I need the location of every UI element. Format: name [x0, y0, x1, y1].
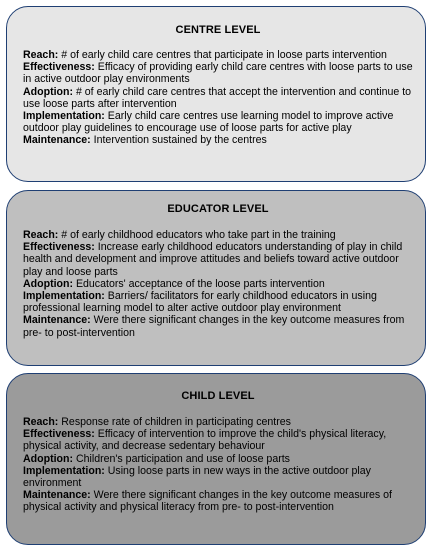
row-label: Implementation:: [23, 290, 105, 303]
row-text: Were there significant changes in the key outcome measures of physical activity and physical literacy from pre- to post-intervention: [23, 489, 392, 514]
centre-effectiveness-row: [23, 61, 413, 85]
child-effectiveness-row: [23, 428, 413, 452]
educator-level-title: EDUCATOR LEVEL: [167, 203, 269, 215]
row-text: Increase early childhood educators understanding of play in child health and development and improve attitudes and beliefs toward active outdoor play and loose parts: [23, 241, 403, 278]
row-label: Maintenance:: [23, 489, 91, 502]
child-level-panel: [6, 373, 426, 545]
educator-level-panel: [6, 190, 426, 366]
child-adoption-row: [23, 453, 413, 465]
row-text: # of early child care centres that accept the intervention and continue to use loose parts after intervention: [23, 85, 412, 110]
row-text: Early child care centres use learning model to improve active outdoor play guidelines to encourage use of loose parts for active play: [23, 110, 394, 135]
row-label: Effectiveness:: [23, 241, 95, 254]
educator-maintenance-row: [23, 314, 413, 338]
row-label: Reach:: [23, 229, 59, 241]
row-label: Adoption:: [23, 452, 74, 465]
educator-implementation-row: [23, 290, 413, 314]
row-text: # of early childhood educators who take part in the training: [58, 229, 336, 241]
centre-level-title: CENTRE LEVEL: [175, 24, 261, 36]
row-text: Barriers/ facilitators for early childhood educators in using professional learning model to alter active outdoor play environment: [23, 290, 377, 315]
row-label: Adoption:: [23, 85, 74, 98]
centre-maintenance-row: [23, 134, 413, 146]
educator-adoption-row: [23, 278, 413, 290]
row-label: Effectiveness:: [23, 61, 95, 74]
row-text: Efficacy of providing early child care centres with loose parts to use in active outdoor play environments: [23, 61, 413, 86]
centre-adoption-row: [23, 86, 413, 110]
educator-effectiveness-row: [23, 241, 413, 278]
row-label: Effectiveness:: [23, 428, 95, 441]
row-text: Intervention sustained by the centres: [90, 134, 267, 147]
row-text: Children's participation and use of loose parts: [73, 452, 290, 465]
row-label: Implementation:: [23, 110, 105, 123]
educator-reach-row: [23, 229, 413, 241]
row-label: Maintenance:: [23, 314, 91, 327]
row-label: Implementation:: [23, 464, 105, 477]
row-label: Reach:: [23, 416, 59, 428]
child-maintenance-row: [23, 489, 413, 513]
row-text: Response rate of children in participating centres: [58, 416, 291, 428]
row-text: Efficacy of intervention to improve the child's physical literacy, physical activity, and decrease sedentary behaviour: [23, 428, 387, 453]
row-text: # of early child care centres that participate in loose parts intervention: [58, 49, 387, 61]
row-text: Were there significant changes in the key outcome measures from pre- to post-intervention: [23, 314, 405, 339]
row-label: Adoption:: [23, 277, 74, 290]
child-implementation-row: [23, 465, 413, 489]
child-level-title: CHILD LEVEL: [181, 390, 255, 402]
row-text: Educators' acceptance of the loose parts intervention: [73, 277, 325, 290]
child-reach-row: [23, 416, 413, 428]
centre-implementation-row: [23, 110, 413, 134]
centre-reach-row: [23, 49, 413, 61]
centre-level-panel: [6, 6, 426, 182]
row-text: Using loose parts in new ways in the active outdoor play environment: [23, 464, 371, 490]
row-label: Reach:: [23, 49, 59, 61]
row-label: Maintenance:: [23, 134, 91, 147]
